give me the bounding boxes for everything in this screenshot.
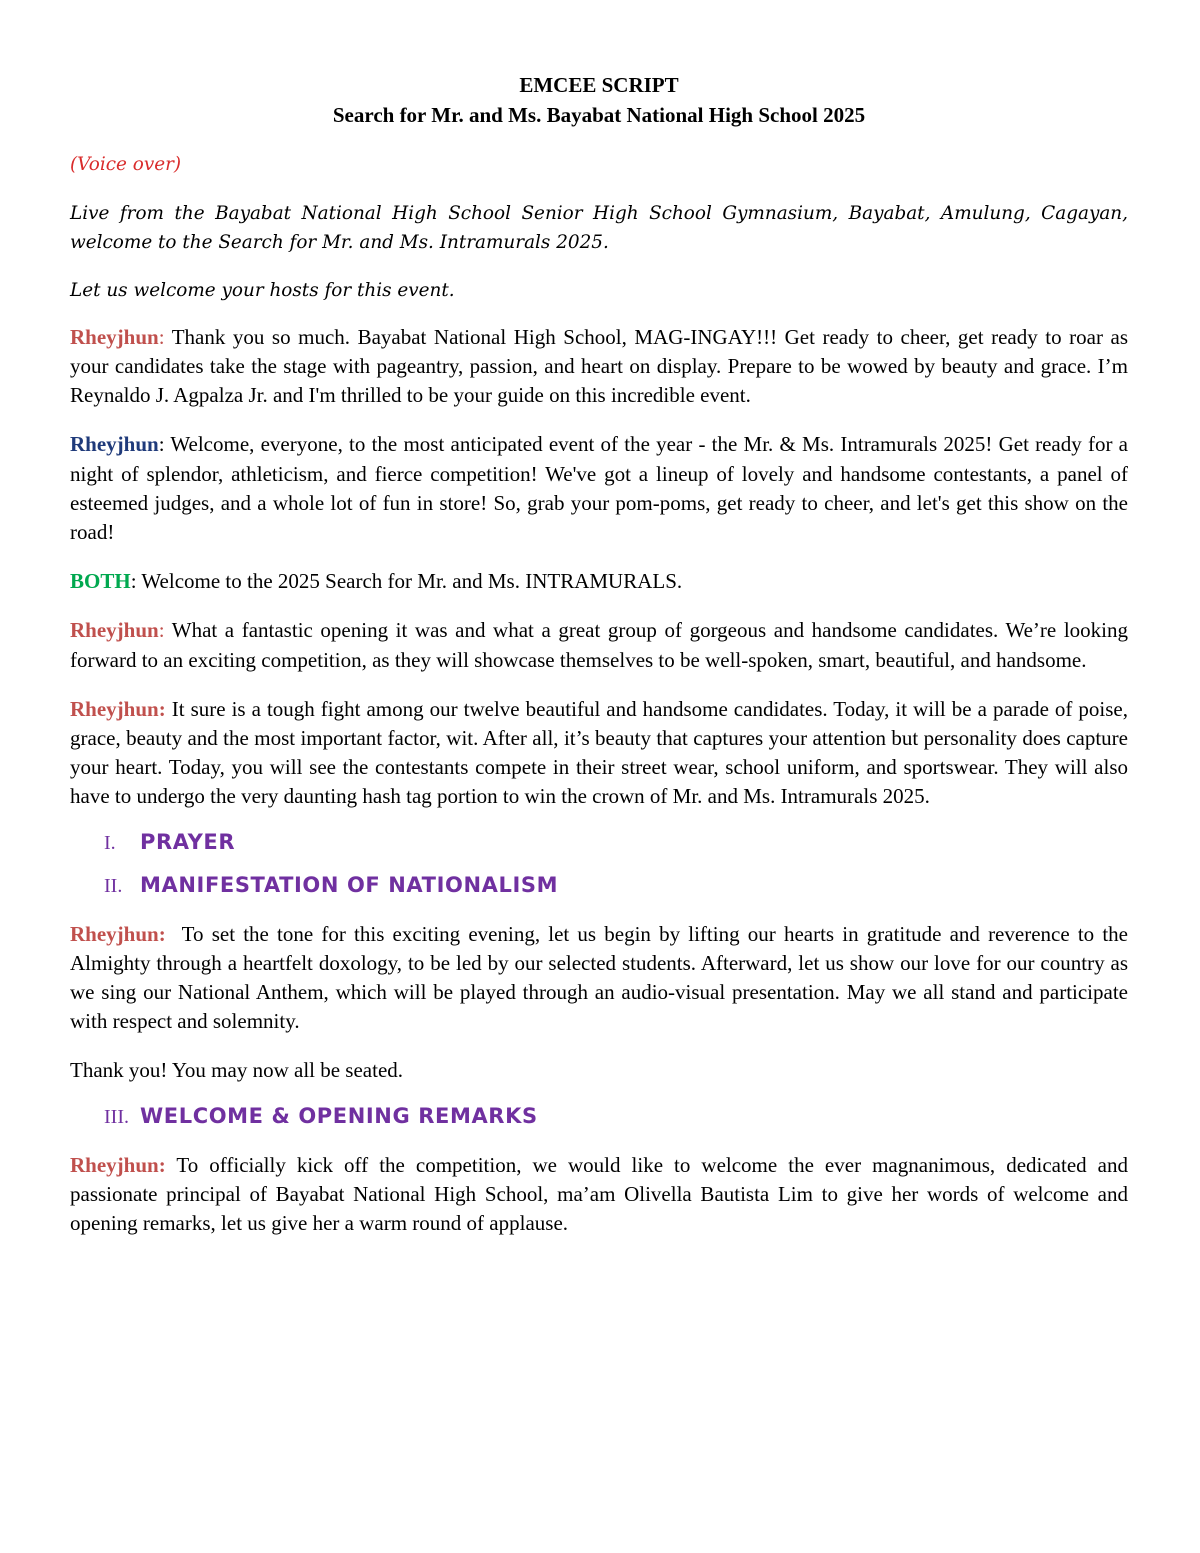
script-paragraph-4 bbox=[70, 616, 1128, 674]
speaker-name: Rheyjhun bbox=[70, 324, 159, 349]
speaker-name: BOTH bbox=[70, 569, 131, 594]
script-paragraph-2 bbox=[70, 430, 1128, 547]
section-number: I. bbox=[104, 831, 116, 854]
section-title: PRAYER bbox=[140, 829, 236, 854]
section-heading-prayer bbox=[70, 830, 1128, 855]
speaker-name: Rheyjhun bbox=[70, 432, 159, 457]
speaker-separator: : bbox=[158, 618, 172, 643]
nationalism-paragraph bbox=[70, 920, 1128, 1037]
paragraph-text: To set the tone for this exciting evening, let us begin by lifting our hearts in gratitude and reverence to the Almighty through a heartfelt doxology, to be led by our selected students. Afterward, let us show our love for our country as we sing our National Anthem, which will be played through an audio-visual presentation. May we all stand and participate with respect and solemnity. bbox=[70, 921, 1128, 1034]
paragraph-text: Thank you so much. Bayabat National High School, MAG-INGAY!!! Get ready to cheer, get ready to roar as your candidates take the stage with pageantry, passion, and heart on display. Prepare to be wowed by beauty and grace. I’m Reynaldo J. Agpalza Jr. and I'm thrilled to be your guide on this incredible event. bbox=[70, 324, 1128, 408]
script-paragraph-5 bbox=[70, 695, 1128, 812]
opening-paragraph bbox=[70, 1151, 1128, 1239]
paragraph-text: What a fantastic opening it was and what a great group of gorgeous and handsome candidates. We’re looking forward to an exciting competition, as they will showcase themselves to be well-spoken, smart, beautiful, and handsome. bbox=[70, 618, 1128, 672]
thanks-paragraph: Thank you! You may now all be seated. bbox=[70, 1058, 404, 1083]
paragraph-text: It sure is a tough fight among our twelve beautiful and handsome candidates. Today, it will be a parade of poise, grace, beauty and the most important factor, wit. After all, it’s beauty that captures your attention but personality does capture your heart. Today, you will see the contestants compete in their street wear, school uniform, and sportswear. They will also have to undergo the very daunting hash tag portion to win the crown of Mr. and Ms. Intramurals 2025. bbox=[70, 696, 1129, 809]
section-title: WELCOME & OPENING REMARKS bbox=[140, 1103, 538, 1128]
document-subtitle: Search for Mr. and Ms. Bayabat National High School 2025 bbox=[332, 103, 866, 127]
speaker-name: Rheyjhun: bbox=[70, 921, 166, 946]
speaker-separator: : bbox=[130, 569, 142, 594]
intro-live-text: Live from the Bayabat National High School Senior High School Gymnasium, Bayabat, Amulung, Cagayan, welcome to the Search for Mr. and Ms. Intramurals 2025. bbox=[70, 203, 1128, 254]
script-paragraph-3 bbox=[70, 567, 1128, 596]
section-number: II. bbox=[104, 874, 123, 897]
section-heading-welcome bbox=[70, 1104, 1128, 1129]
paragraph-text: Welcome to the 2025 Search for Mr. and Ms. INTRAMURALS. bbox=[141, 569, 683, 594]
speaker-separator: : bbox=[158, 432, 171, 457]
paragraph-text: Welcome, everyone, to the most anticipated event of the year - the Mr. & Ms. Intramurals 2025! Get ready for a night of splendor, athleticism, and fierce competition! We've got a lineup of lovely and handsome contestants, a panel of esteemed judges, and a whole lot of fun in store! So, grab your pom-poms, get ready to cheer, and let's get this show on the road! bbox=[70, 432, 1128, 545]
section-title: MANIFESTATION OF NATIONALISM bbox=[140, 872, 559, 897]
script-paragraph-1 bbox=[70, 323, 1128, 411]
paragraph-text: To officially kick off the competition, we would like to welcome the ever magnanimous, dedicated and passionate principal of Bayabat National High School, ma’am Olivella Bautista Lim to give her words of welcome and opening remarks, let us give her a warm round of applause. bbox=[70, 1152, 1128, 1236]
speaker-name: Rheyjhun bbox=[70, 618, 159, 643]
section-heading-nationalism bbox=[70, 873, 1128, 898]
speaker-name: Rheyjhun: bbox=[70, 696, 166, 721]
document-page bbox=[70, 70, 1128, 1238]
speaker-name: Rheyjhun: bbox=[70, 1152, 166, 1177]
voice-over-cue: (Voice over) bbox=[70, 154, 182, 175]
intro-welcome-text: Let us welcome your hosts for this event. bbox=[70, 279, 455, 301]
section-number: III. bbox=[104, 1105, 129, 1128]
document-title: EMCEE SCRIPT bbox=[519, 73, 679, 97]
speaker-separator: : bbox=[158, 324, 172, 349]
